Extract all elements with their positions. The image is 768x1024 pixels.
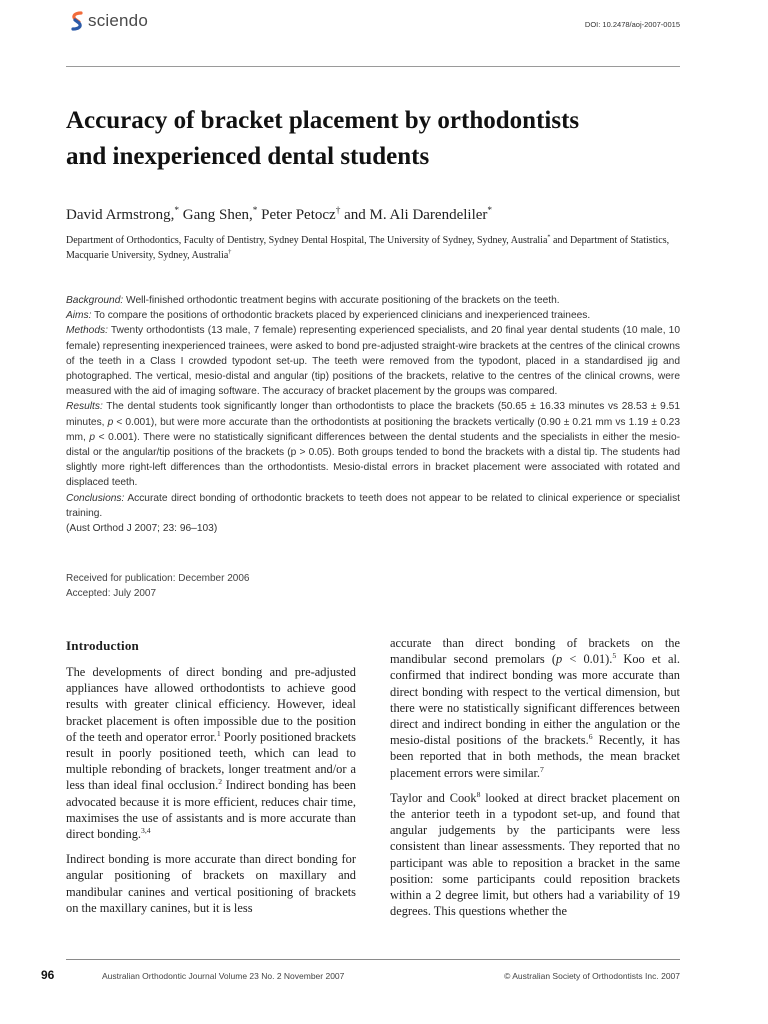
accepted-date: Accepted: July 2007 — [66, 588, 157, 599]
reference-mark: 6 — [588, 732, 593, 742]
body-paragraph — [390, 790, 680, 920]
abstract-text: Well-finished orthodontic treatment begins with accurate positioning of the brackets on the teeth. — [123, 295, 560, 306]
body-text: looked at direct bracket placement on the anterior teeth in a typodont set-up, and found that angular judgements by the participants were less consistent than linear assessments. They reported that no participant was able to reposition a bracket in the same position: some participants could reposition brackets within a 2 degree limit, but others had a variability of 19 degrees. This questions whether the — [390, 790, 680, 919]
body-paragraph: Indirect bonding is more accurate than direct bonding for angular positioning of brackets on maxillary and mandibular canines and vertical positioning of brackets on the maxillary canines, but it is less — [66, 852, 356, 915]
abstract-methods — [66, 323, 680, 399]
affiliation-mark: * — [547, 233, 551, 241]
abstract-background — [66, 293, 680, 308]
body-column-left — [66, 635, 356, 925]
affiliation-mark: † — [228, 248, 232, 256]
body-text: Taylor and Cook — [390, 790, 477, 805]
section-label: Conclusions: — [66, 492, 125, 504]
p-value-symbol: p — [89, 431, 96, 443]
affiliation-mark: * — [252, 206, 258, 216]
section-label: Methods: — [66, 325, 108, 337]
abstract-text: < 0.001), but were more accurate than the orthodontists at positioning the brackets vertically (0.90 ± 0.21 mm vs 1.19 ± 0.23 mm, — [66, 416, 680, 443]
reference-mark: 2 — [218, 777, 223, 787]
abstract-text: Accurate direct bonding of orthodontic brackets to teeth does not appear to be related to clinical experience or specialist training. — [66, 492, 680, 519]
body-text: accurate than direct bonding of brackets on the mandibular second premolars ( — [390, 636, 680, 667]
section-heading: Introduction — [66, 638, 139, 653]
abstract-aims — [66, 308, 680, 323]
publisher-logo — [70, 11, 148, 31]
abstract-results — [66, 399, 680, 490]
title-line: Accuracy of bracket placement by orthodontists — [66, 107, 580, 134]
abstract-text: The dental students took significantly longer than orthodontists to place the brackets (50.65 ± 16.33 minutes vs 28.53 ± 9.51 minutes, — [66, 401, 680, 428]
sciendo-logo-icon — [70, 11, 84, 31]
abstract — [66, 293, 680, 536]
reference-mark: 8 — [476, 789, 481, 799]
title-line: and inexperienced dental students — [66, 143, 430, 170]
affiliation-text: and Department of Statistics, Macquarie University, Sydney, Australia — [66, 235, 670, 261]
abstract-citation: (Aust Orthod J 2007; 23: 96–103) — [66, 523, 218, 535]
publication-dates — [66, 571, 249, 601]
affiliation-mark: † — [335, 206, 341, 216]
top-rule — [66, 66, 680, 67]
body-paragraph — [390, 635, 680, 781]
body-paragraph — [66, 664, 356, 842]
body-text: Recently, it has been reported that in both methods, the mean bracket placement errors were similar. — [390, 733, 680, 780]
p-value-symbol: p — [555, 652, 563, 667]
section-label: Background: — [66, 295, 124, 306]
reference-mark: 5 — [612, 651, 617, 661]
affiliations — [66, 233, 672, 263]
section-label: Results: — [66, 401, 103, 413]
journal-footer: Australian Orthodontic Journal Volume 23 No. 2 November 2007 — [102, 971, 345, 981]
author-name: and M. Ali Darendeliler — [340, 207, 488, 223]
body-text: < 0.01). — [562, 652, 613, 667]
author-list — [66, 207, 492, 224]
section-label: Aims: — [66, 310, 92, 322]
body-text: Koo et al. confirmed that indirect bonding was more accurate than direct bonding with respect to the vertical dimension, but there were no statistically significant differences between direct and indirect bonding in either the angulation or the mesio-distal positions of the brackets. — [390, 652, 680, 748]
author-name: Gang Shen, — [178, 207, 253, 223]
affiliation-mark: * — [174, 206, 179, 216]
doi: DOI: 10.2478/aoj-2007-0015 — [584, 20, 680, 29]
page-number: 96 — [41, 968, 55, 982]
brand-name: sciendo — [88, 11, 148, 30]
abstract-text: To compare the positions of orthodontic brackets placed by experienced clinicians and inexperienced trainees. — [91, 310, 591, 322]
abstract-conclusions — [66, 491, 680, 521]
affiliation-mark: * — [487, 206, 493, 216]
author-name: Peter Petocz — [257, 207, 336, 223]
reference-mark: 1 — [216, 728, 221, 738]
reference-mark: 7 — [540, 764, 544, 774]
received-date: Received for publication: December 2006 — [66, 573, 250, 584]
body-column-right — [390, 635, 680, 928]
reference-mark: 3,4 — [141, 825, 151, 835]
abstract-text: < 0.001). There were no statistically significant differences between the dental students and the specialists in either the mesio-distal or the angular/tip positions of the brackets (p > 0.05). Both groups tended to bond the brackets with a distal tip. The students had slightly more right-left differences than the orthodontists. Mesio-distal errors in bracket placement were associated with rotated and displaced teeth. — [66, 431, 680, 489]
footer-rule — [66, 959, 680, 960]
affiliation-text: Department of Orthodontics, Faculty of Dentistry, Sydney Dental Hospital, The University of Sydney, Sydney, Australia — [66, 235, 548, 246]
article-title — [66, 103, 686, 175]
p-value-symbol: p — [107, 416, 114, 428]
body-text: The developments of direct bonding and pre-adjusted appliances have allowed orthodontists to achieve good results with greater clinical efficiency. However, ideal bracket placement is often impossible due to the position of the teeth and operator error. — [66, 665, 356, 744]
body-text: Indirect bonding has been advocated because it is more efficient, reduces chair time, maximises the use of assistants and is more accurate than direct bonding. — [66, 778, 356, 842]
abstract-text: Twenty orthodontists (13 male, 7 female) representing experienced specialists, and 20 final year dental students (10 male, 10 female) representing inexperienced trainees, were asked to bond pre-adjusted straight-wire brackets at the centres of the clinical crowns of the teeth in a Class I crowded typodont set-up. The teeth were removed from the typodont, placed in a standardised jig and photographed. The vertical, mesio-distal and angular (tip) positions of the brackets, relative to the centres of the clinical crowns, were measured with the aid of imaging software. The accuracy of bracket placement by the groups was compared. — [66, 325, 680, 398]
copyright-footer: © Australian Society of Orthodontists Inc. 2007 — [504, 971, 680, 981]
body-text: Poorly positioned brackets result in poorly positioned teeth, which can lead to multiple rebonding of brackets, longer treatment and/or a less than ideal final occlusion. — [66, 729, 356, 793]
author-name: David Armstrong, — [66, 207, 175, 223]
